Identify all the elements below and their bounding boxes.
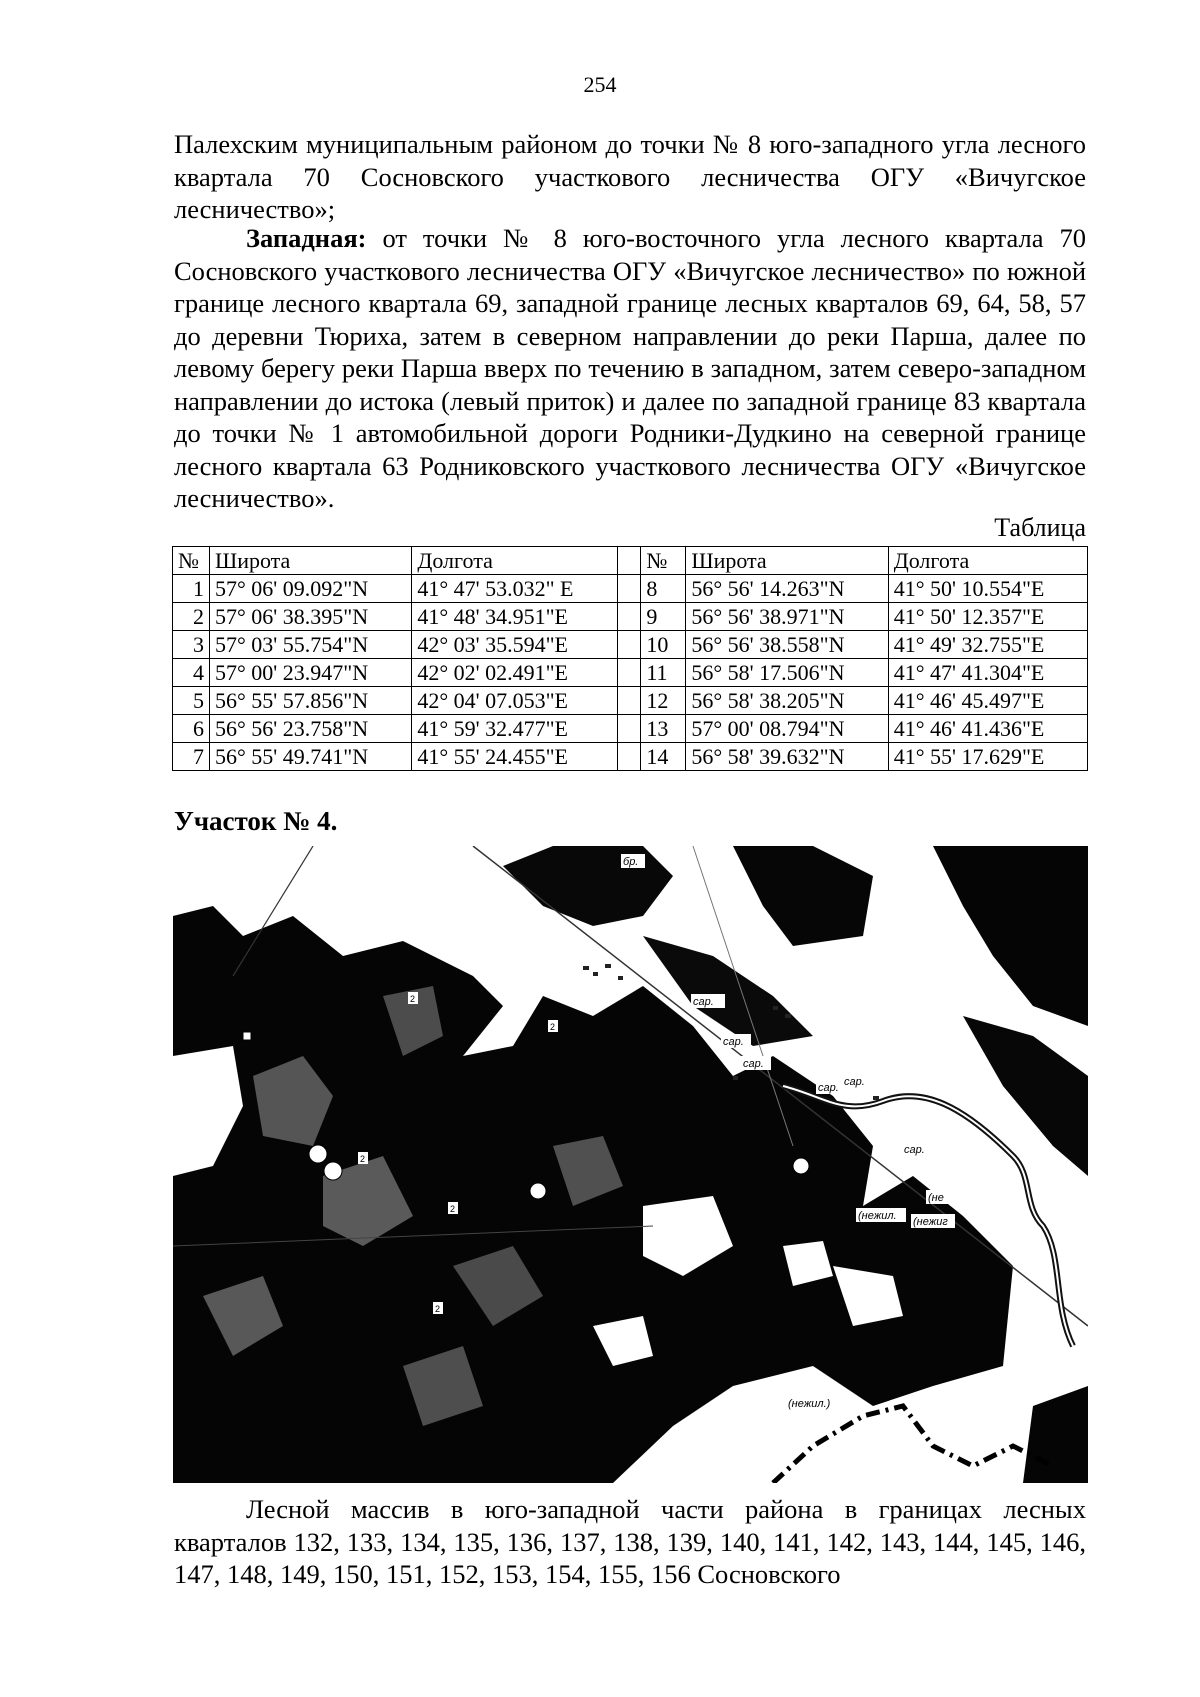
paragraph-text: Палехским муниципальным районом до точки № 8 юго-западного угла лесного квартала 70 Сосновского участкового лесничества ОГУ «Вичугское лесничество»; [174,129,1086,224]
cell-lat: 56° 56' 38.971"N [686,603,888,631]
cell-lat: 57° 00' 08.794"N [686,715,888,743]
cell-lon: 41° 55' 24.455"E [412,743,618,771]
map-label: сар. [818,1082,839,1094]
table-row [173,715,1088,743]
map-label: сар. [904,1144,925,1156]
cell-gap [618,631,641,659]
quarter-number: 2 [450,1204,456,1214]
header-num-right: № [641,547,686,575]
cell-lon: 41° 50' 10.554"E [888,575,1087,603]
paragraph-forest-area [174,1493,1086,1591]
paragraph-body [174,222,1086,515]
section-heading: Участок № 4. [174,806,338,836]
map-marker [243,1032,251,1040]
cell-lon: 41° 48' 34.951"E [412,603,618,631]
map-marker [324,1162,342,1180]
cell-lon: 41° 55' 17.629"E [888,743,1087,771]
cell-gap [618,715,641,743]
map-label: бр. [623,856,639,868]
quarter-number: 2 [360,1154,366,1164]
cell-num: 11 [641,659,686,687]
cell-gap [618,743,641,771]
cell-lon: 41° 47' 41.304"E [888,659,1087,687]
cell-lat: 56° 58' 39.632"N [686,743,888,771]
cell-lon: 41° 47' 53.032" E [412,575,618,603]
header-gap [618,547,641,575]
cell-num: 4 [173,659,210,687]
cell-lat: 57° 06' 38.395"N [210,603,412,631]
cell-lon: 41° 46' 41.436"E [888,715,1087,743]
table-header-row [173,547,1088,575]
cell-lon: 42° 02' 02.491"E [412,659,618,687]
cell-lat: 56° 58' 17.506"N [686,659,888,687]
table-row [173,659,1088,687]
cell-lat: 56° 56' 14.263"N [686,575,888,603]
quarter-number: 2 [550,1022,556,1032]
header-lon-right: Долгота [888,547,1087,575]
table-row [173,631,1088,659]
cell-gap [618,687,641,715]
cell-num: 2 [173,603,210,631]
map-marker [530,1183,546,1199]
cell-lat: 57° 00' 23.947"N [210,659,412,687]
cell-num: 7 [173,743,210,771]
header-lat-left: Широта [210,547,412,575]
cell-lon: 41° 50' 12.357"E [888,603,1087,631]
cell-lat: 56° 56' 23.758"N [210,715,412,743]
cell-num: 1 [173,575,210,603]
cell-num: 9 [641,603,686,631]
paragraph-western-boundary [174,222,1086,515]
cell-num: 6 [173,715,210,743]
table-row [173,687,1088,715]
quarter-number: 2 [410,994,416,1004]
map-marker [309,1145,327,1163]
cell-lat: 57° 03' 55.754"N [210,631,412,659]
cell-lat: 57° 06' 09.092"N [210,575,412,603]
map-label: сар. [723,1036,744,1048]
cell-lon: 42° 04' 07.053"E [412,687,618,715]
cell-gap [618,575,641,603]
map-graphic [173,846,1088,1483]
map-label: сар. [693,996,714,1008]
cell-lon: 41° 49' 32.755"E [888,631,1087,659]
cell-num: 8 [641,575,686,603]
cell-lat: 56° 55' 49.741"N [210,743,412,771]
paragraph-continuation [174,128,1086,226]
paragraph-text: Лесной массив в юго-западной части района в границах лесных кварталов 132, 133, 134, 135, 136, 137, 138, 139, 140, 141, 142, 143, 144, 145, 146, 147, 148, 149, 150, 151, 152, 153, 154, 155, 156 Сосновского [174,1494,1086,1589]
cell-num: 13 [641,715,686,743]
cell-gap [618,603,641,631]
cell-lat: 56° 56' 38.558"N [686,631,888,659]
paragraph-lead: Западная: [246,223,367,253]
map-label: сар. [844,1076,865,1088]
map-label: (не [928,1192,944,1204]
cell-lon: 41° 59' 32.477"E [412,715,618,743]
table-caption: Таблица [994,513,1086,542]
table-row [173,575,1088,603]
table-row [173,743,1088,771]
cell-gap [618,659,641,687]
coordinates-table [172,546,1088,771]
cell-lat: 56° 58' 38.205"N [686,687,888,715]
map-label: (нежиг [913,1216,948,1228]
map-marker [793,1158,809,1174]
cell-num: 12 [641,687,686,715]
cell-num: 10 [641,631,686,659]
paragraph-text: от точки № 8 юго-восточного угла лесного квартала 70 Сосновского участкового лесничества ОГУ «Вичугское лесничество» по южной границе лесного квартала 69, западной границе лесных кварталов 69, 64, 58, 57 до деревни Тюриха, затем в северном направлении до реки Парша, далее по левому берегу реки Парша вверх по течению в западном, затем северо-западном направлении до истока (левый приток) и далее по западной границе 83 квартала до точки № 1 автомобильной дороги Родники-Дудкино на северной границе лесного квартала 63 Родниковского участкового лесничества ОГУ «Вичугское лесничество». [174,223,1086,513]
cell-lon: 41° 46' 45.497"E [888,687,1087,715]
page-number: 254 [583,72,617,97]
cell-lon: 42° 03' 35.594"E [412,631,618,659]
header-lat-right: Широта [686,547,888,575]
cell-num: 3 [173,631,210,659]
quarter-number: 2 [435,1304,441,1314]
header-lon-left: Долгота [412,547,618,575]
table-row [173,603,1088,631]
cell-lat: 56° 55' 57.856"N [210,687,412,715]
map-label: (нежил.) [788,1398,831,1410]
map-label: сар. [743,1058,764,1070]
cell-num: 5 [173,687,210,715]
cell-num: 14 [641,743,686,771]
map-label: (нежил. [858,1210,897,1222]
header-num-left: № [173,547,210,575]
forest-map [173,846,1088,1483]
